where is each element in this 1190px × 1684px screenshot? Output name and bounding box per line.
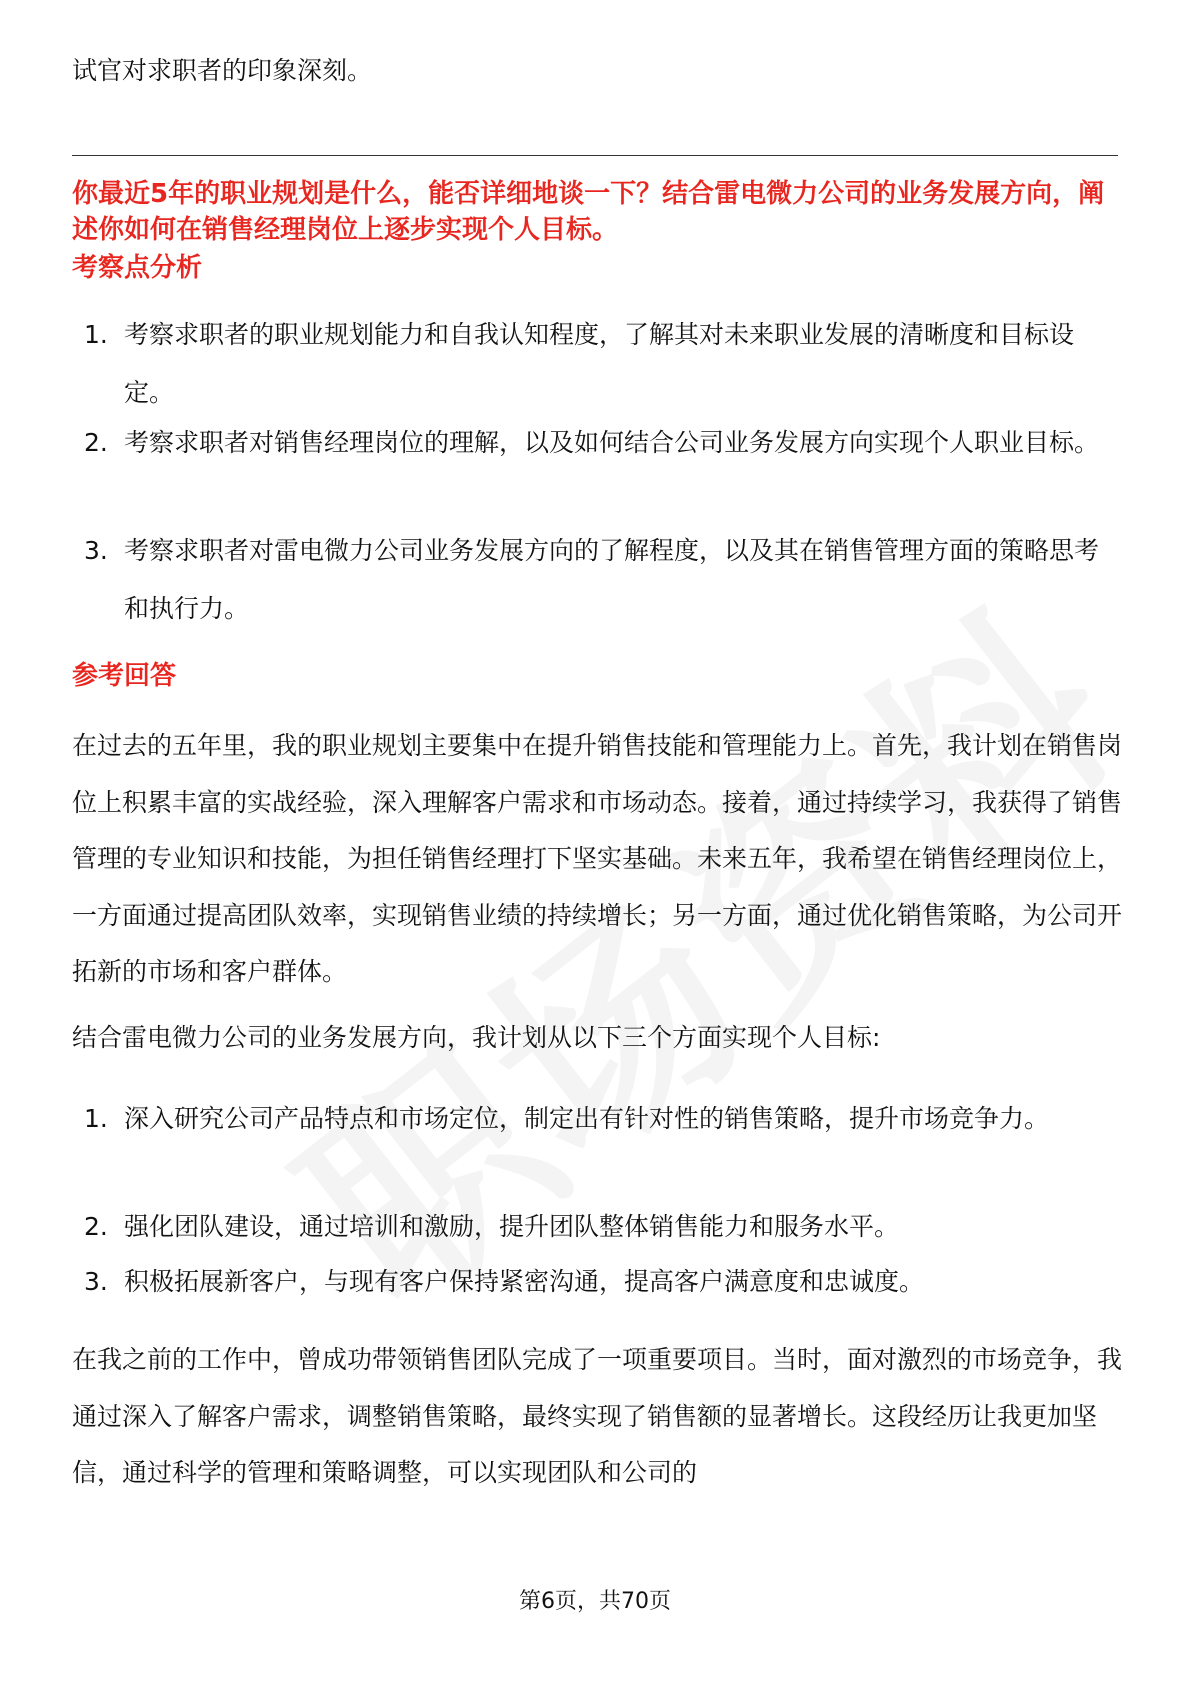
answer-paragraph: 结合雷电微力公司的业务发展方向，我计划从以下三个方面实现个人目标: <box>72 1023 881 1052</box>
answer-item <box>84 1253 1114 1311</box>
list-text: 深入研究公司产品特点和市场定位，制定出有针对性的销售策略，提升市场竞争力。 <box>124 1104 1050 1133</box>
answer-heading: 参考回答 <box>72 661 177 691</box>
answer-paragraph: 在我之前的工作中，曾成功带领销售团队完成了一项重要项目。当时，面对激烈的市场竞争，我通过深入了解客户需求，调整销售策略，最终实现了销售额的显著增长。这段经历让我更加坚信，通过科学的管理和策略调整，可以实现团队和公司的 <box>72 1345 1123 1487</box>
divider <box>72 155 1118 156</box>
answer-item <box>84 1198 1114 1256</box>
list-number: 3. <box>84 536 108 565</box>
list-text: 考察求职者的职业规划能力和自我认知程度，了解其对未来职业发展的清晰度和目标设定。 <box>124 320 1075 407</box>
page-number: 第6页，共70页 <box>519 1589 671 1614</box>
list-number: 2. <box>84 428 108 457</box>
list-number: 1. <box>84 1104 108 1133</box>
list-number: 3. <box>84 1267 108 1296</box>
interview-question: 你最近5年的职业规划是什么，能否详细地谈一下？结合雷电微力公司的业务发展方向，阐述你如何在销售经理岗位上逐步实现个人目标。 <box>72 179 1105 245</box>
list-number: 1. <box>84 320 108 349</box>
analysis-item <box>84 522 1114 638</box>
analysis-item <box>84 414 1114 472</box>
list-text: 强化团队建设，通过培训和激励，提升团队整体销售能力和服务水平。 <box>124 1212 900 1241</box>
answer-paragraph: 在过去的五年里，我的职业规划主要集中在提升销售技能和管理能力上。首先，我计划在销售岗位上积累丰富的实战经验，深入理解客户需求和市场动态。接着，通过持续学习，我获得了销售管理的专业知识和技能，为担任销售经理打下坚实基础。未来五年，我希望在销售经理岗位上，一方面通过提高团队效率，实现销售业绩的持续增长；另一方面，通过优化销售策略，为公司开拓新的市场和客户群体。 <box>72 731 1123 986</box>
continued-text: 试官对求职者的印象深刻。 <box>72 56 373 85</box>
analysis-heading: 考察点分析 <box>72 253 203 283</box>
list-text: 考察求职者对雷电微力公司业务发展方向的了解程度，以及其在销售管理方面的策略思考和执行力。 <box>124 536 1100 623</box>
analysis-item <box>84 306 1114 422</box>
list-text: 积极拓展新客户，与现有客户保持紧密沟通，提高客户满意度和忠诚度。 <box>124 1267 925 1296</box>
list-number: 2. <box>84 1212 108 1241</box>
answer-item <box>84 1090 1114 1148</box>
list-text: 考察求职者对销售经理岗位的理解，以及如何结合公司业务发展方向实现个人职业目标。 <box>124 428 1100 457</box>
